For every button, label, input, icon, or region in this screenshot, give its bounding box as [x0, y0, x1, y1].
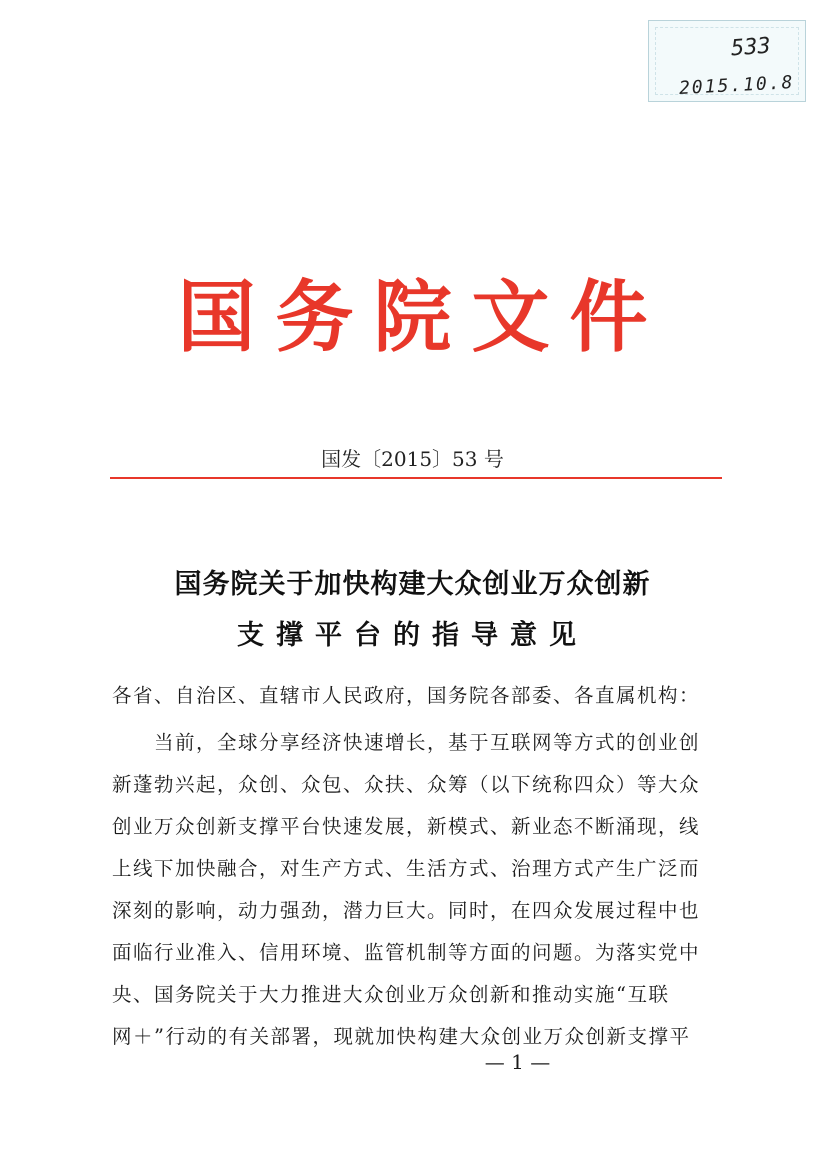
receipt-stamp — [648, 20, 806, 102]
issuer-header: 国务院文件 — [177, 273, 668, 363]
body-line: 深刻的影响，动力强劲，潜力巨大。同时，在四众发展过程中也 — [112, 899, 701, 922]
stamp-date: 2015.10.8 — [678, 71, 796, 100]
stamp-number: 533 — [730, 33, 772, 62]
red-divider — [110, 477, 722, 479]
body-line: 央、国务院关于大力推进大众创业万众创新和推动实施“互联 — [112, 983, 670, 1006]
document-number: 国发〔2015〕53 号 — [321, 447, 504, 471]
body-line: 上线下加快融合，对生产方式、生活方式、治理方式产生广泛而 — [112, 857, 701, 880]
body-line: 创业万众创新支撑平台快速发展，新模式、新业态不断涌现，线 — [112, 815, 701, 838]
title-line-1: 国务院关于加快构建大众创业万众创新 — [174, 569, 651, 600]
body-line: 面临行业准入、信用环境、监管机制等方面的问题。为落实党中 — [112, 941, 701, 964]
body-line: 当前，全球分享经济快速增长，基于互联网等方式的创业创 — [112, 731, 701, 754]
body-line: 各省、自治区、直辖市人民政府，国务院各部委、各直属机构： — [112, 684, 701, 707]
body-line: 网＋”行动的有关部署，现就加快构建大众创业万众创新支撑平 — [112, 1025, 691, 1048]
page-number: — 1 — — [484, 1050, 551, 1074]
body-line: 新蓬勃兴起，众创、众包、众扶、众筹（以下统称四众）等大众 — [112, 773, 701, 796]
title-line-2: 支撑平台的指导意见 — [237, 620, 588, 651]
